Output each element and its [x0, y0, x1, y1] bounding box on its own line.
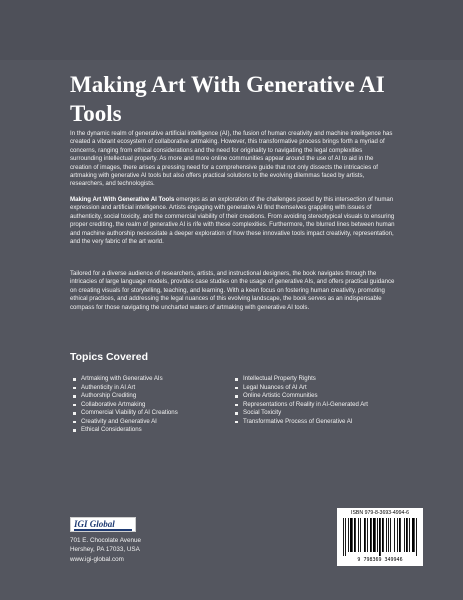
publisher-logo-text: IGI Global [74, 519, 115, 529]
barcode-bar [394, 518, 395, 552]
topics-list-left [72, 375, 178, 435]
barcode-bar [409, 518, 410, 552]
topic-item: Artmaking with Generative AIs [72, 375, 178, 384]
topic-item: Representations of Reality in AI-Generated Art [234, 401, 368, 410]
barcode-bar [382, 518, 384, 552]
barcode-bar [364, 518, 366, 552]
barcode-bars [341, 518, 419, 556]
barcode-bar [358, 518, 359, 552]
topics-heading: Topics Covered [70, 351, 148, 363]
barcode-bar [379, 518, 381, 556]
publisher-website: www.igi-global.com [70, 555, 124, 563]
description-paragraph-2 [70, 196, 395, 246]
barcode-digits: 9 798369 349946 [357, 557, 403, 563]
barcode-bar [397, 518, 398, 552]
barcode-bar [345, 518, 346, 556]
description-paragraph-2-text: emerges as an exploration of the challenges posed by this intersection of human expression and artificial intelligence. Artists engaging with generative AI find themselves grappling with issues of authenticity, social toxicity, and the commercial viability of their creations. From avoiding stereotypical visuals to ensuring proper crediting, the realm of generative AI is rife with these complexities. Furthermore, the blurred lines between human and machine authorship necessitate a deeper exploration of how these innovative tools impact creativity, representation, and the very fabric of the art world. [70, 196, 395, 246]
book-title: Making Art With Generative AI Tools [70, 72, 385, 126]
topic-item: Transformative Process of Generative AI [234, 418, 368, 427]
address-line-1: 701 E. Chocolate Avenue [70, 537, 141, 544]
barcode-bar [343, 518, 344, 556]
barcode-bar [377, 518, 378, 552]
barcode-bar [354, 518, 356, 552]
topic-item: Collaborative Artmaking [72, 401, 178, 410]
barcode-bar [390, 518, 391, 552]
top-band [0, 0, 463, 60]
barcode-bar [406, 518, 408, 552]
barcode-bar [386, 518, 387, 552]
publisher-address [70, 536, 141, 564]
topic-item: Online Artistic Communities [234, 392, 368, 401]
barcode-bar [367, 518, 368, 552]
barcode-bar [412, 518, 415, 552]
isbn-barcode [337, 508, 423, 566]
topic-item: Authorship Crediting [72, 392, 178, 401]
publisher-logo-underline [74, 529, 132, 531]
barcode-bar [399, 518, 401, 552]
publisher-logo [70, 517, 136, 532]
barcode-bar [416, 518, 417, 556]
topic-item: Authenticity in AI Art [72, 384, 178, 393]
barcode-bar [350, 518, 353, 552]
isbn-number: ISBN 979-8-3693-4994-6 [351, 510, 409, 516]
description-book-title: Making Art With Generative AI Tools [70, 196, 175, 203]
topic-item: Legal Nuances of AI Art [234, 384, 368, 393]
topic-item: Creativity and Generative AI [72, 418, 178, 427]
description-paragraph-3: Tailored for a diverse audience of researchers, artists, and instructional designers, the book navigates through the intricacies of large language models, provides case studies on the usage of generative AIs, and offers practical guidance on creating visuals for storytelling, teaching, and learning. With a keen focus on fostering human creativity, promoting ethical practices, and addressing the legal nuances of this evolving landscape, the book serves as an indispensable compass for those navigating the uncharted waters of artmaking with generative AI tools. [70, 270, 395, 311]
topic-item: Commercial Viability of AI Creations [72, 409, 178, 418]
topic-item: Social Toxicity [234, 409, 368, 418]
barcode-bar [360, 518, 361, 552]
barcode-bar [373, 518, 376, 552]
description-paragraph-1: In the dynamic realm of generative artificial intelligence (AI), the fusion of human creativity and machine intelligence has created a vibrant ecosystem of collaborative artmaking. However, this transformative process brings forth a myriad of concerns, ranging from ethical considerations and the need for originality to navigating the legal complexities surrounding intellectual property. As more and more online communities appear around the use of AI to aid in the creation of images, there arises a pressing need for a comprehensive guide that not only dissects the intricacies of artmaking with generative AI tools but also offers practical solutions to the evolving dilemmas faced by artists, researchers, and technologists. [70, 130, 393, 188]
topics-list-right [234, 375, 368, 426]
topic-item: Ethical Considerations [72, 426, 178, 435]
barcode-bar [388, 518, 389, 552]
barcode-bar [370, 518, 372, 552]
barcode-bar [348, 518, 349, 552]
topic-item: Intellectual Property Rights [234, 375, 368, 384]
barcode-bar [404, 518, 405, 552]
address-line-2: Hershey, PA 17033, USA [70, 546, 140, 554]
